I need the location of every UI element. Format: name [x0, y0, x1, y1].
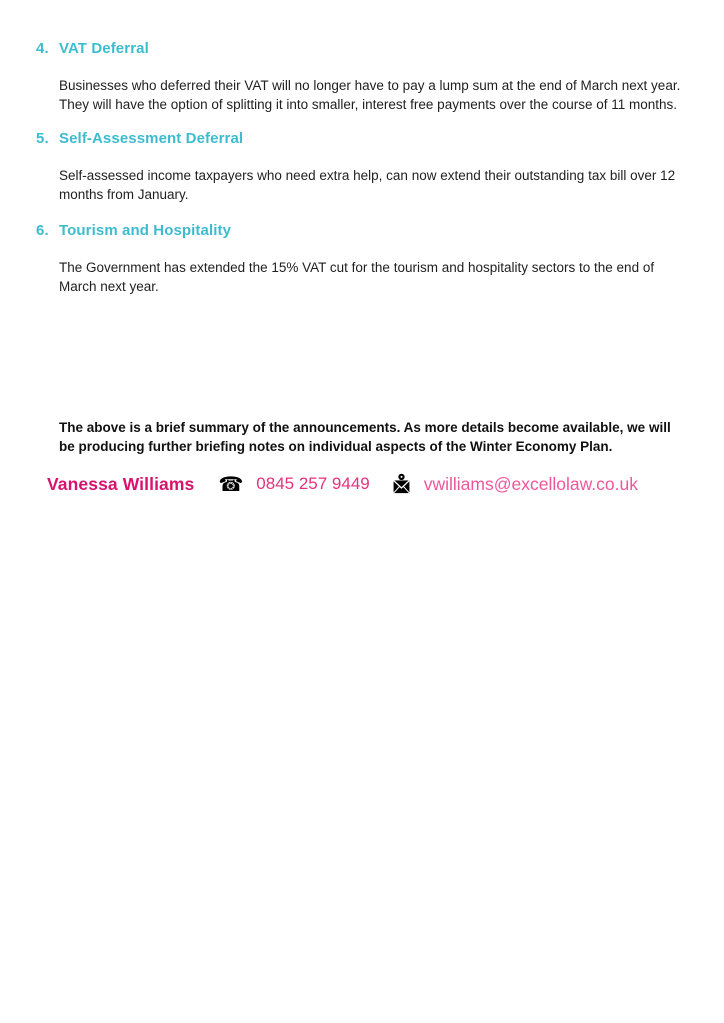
section-heading-self-assessment-deferral — [36, 130, 688, 147]
section-number: 4. — [36, 40, 49, 57]
section-heading-vat-deferral — [36, 40, 688, 57]
envelope-seal-icon — [392, 473, 411, 495]
document-content — [0, 0, 724, 495]
section-number: 5. — [36, 130, 49, 147]
telephone-icon: ☎ — [218, 472, 244, 496]
section-body-tourism-hospitality: The Government has extended the 15% VAT cut for the tourism and hospitality sectors to the end of March next year. — [59, 260, 655, 294]
section-title: Tourism and Hospitality — [59, 222, 232, 239]
summary-paragraph: The above is a brief summary of the announcements. As more details become available, we will be producing further briefing notes on individual aspects of the Winter Economy Plan. — [59, 420, 671, 454]
contact-phone-number: 0845 257 9449 — [256, 474, 370, 493]
section-heading-tourism-hospitality — [36, 222, 688, 239]
section-body-vat-deferral: Businesses who deferred their VAT will no longer have to pay a lump sum at the end of March next year. They will have the option of splitting it into smaller, interest free payments over the course of 11 months. — [59, 78, 681, 112]
section-number: 6. — [36, 222, 49, 239]
contact-email-link[interactable]: vwilliams@excellolaw.co.uk — [423, 473, 638, 494]
section-body-self-assessment-deferral: Self-assessed income taxpayers who need extra help, can now extend their outstanding tax bill over 12 months from January. — [59, 168, 676, 202]
contact-name: Vanessa Williams — [47, 473, 195, 494]
section-title: Self-Assessment Deferral — [59, 130, 244, 147]
section-title: VAT Deferral — [59, 40, 149, 57]
contact-line — [47, 473, 688, 495]
